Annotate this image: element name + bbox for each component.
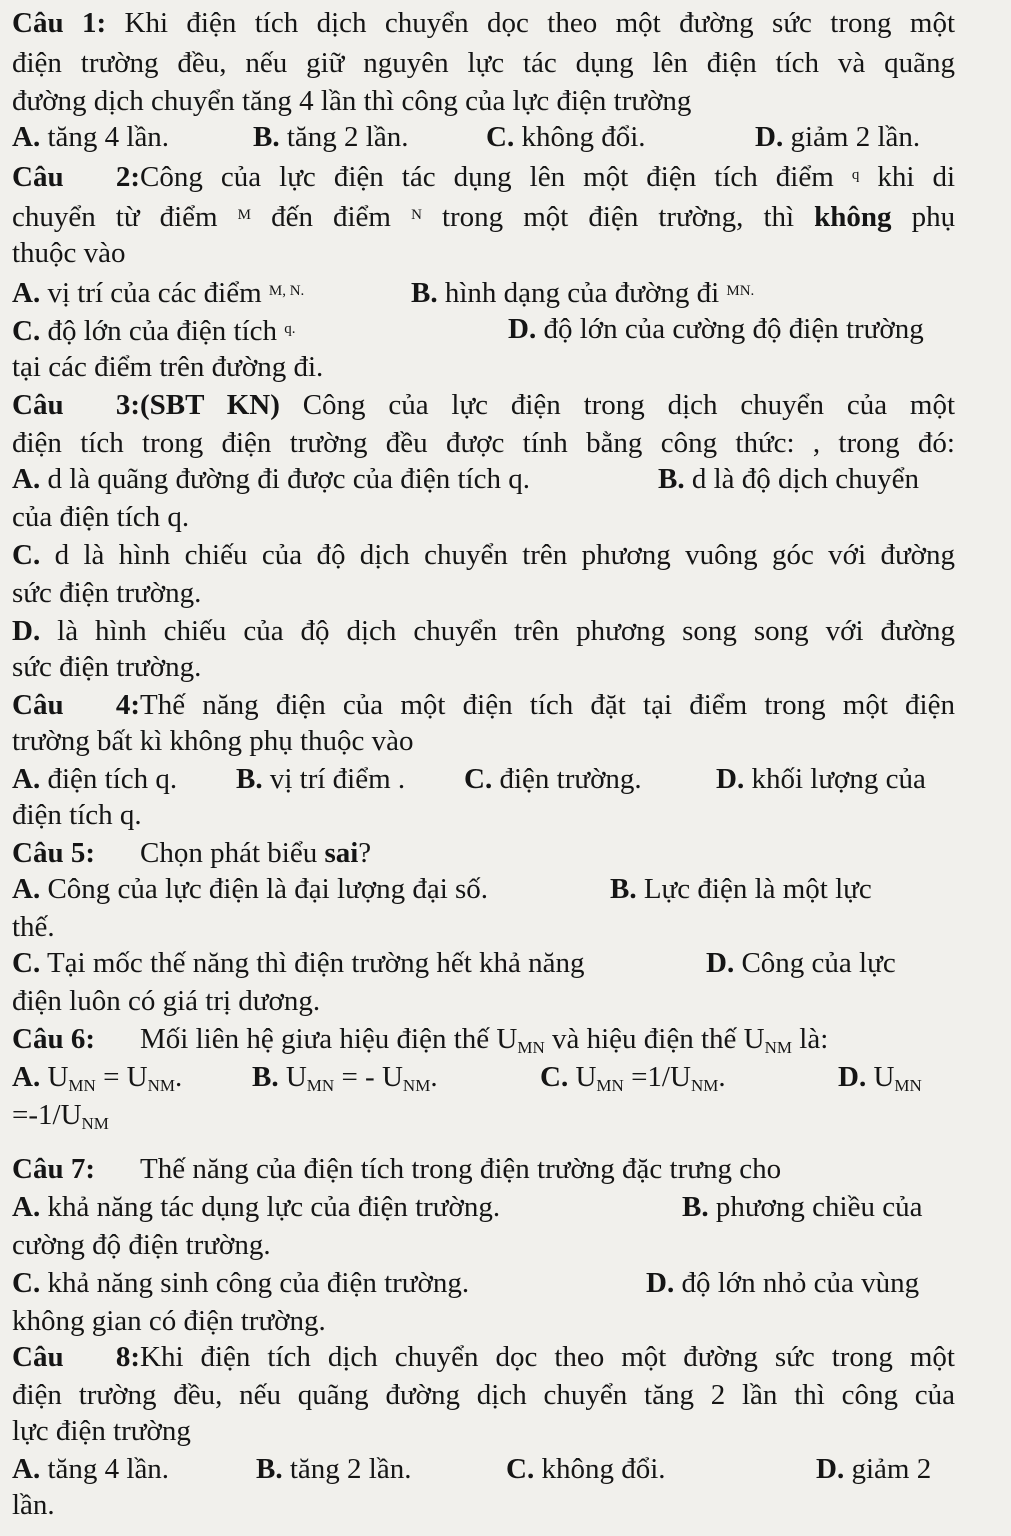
q7-option-c-label: C. (12, 1267, 41, 1299)
q5-option-d-text: Công của lực (741, 947, 896, 979)
q1-option-b-text: tăng 2 lần. (286, 121, 409, 153)
q6-c-dot: . (718, 1061, 726, 1093)
q1-option-d (755, 118, 920, 156)
q1-option-d-text: giảm 2 lần. (790, 121, 921, 153)
q3-option-c-label: C. (12, 539, 41, 571)
q4-option-d-cont (12, 796, 955, 834)
q6-text-1: Mối liên hệ giưa hiệu điện thế (140, 1023, 490, 1055)
q6-b-dot: . (430, 1061, 438, 1093)
q1-option-a-label: A. (12, 121, 41, 153)
q4-option-b (236, 760, 405, 798)
q2-option-a-label: A. (12, 277, 41, 309)
q7-option-d-label: D. (646, 1267, 675, 1299)
q3-option-d-cont (12, 648, 955, 686)
q1-text-3: đường dịch chuyển tăng 4 lần thì công của lực điện trường (12, 85, 692, 117)
q2-m-symbol: M (237, 207, 252, 223)
q3-line1 (12, 386, 955, 424)
q3-option-d-label: D. (12, 615, 41, 647)
q7-option-c (12, 1264, 469, 1302)
q3-option-b-cont (12, 498, 955, 536)
q6-option-b (252, 1058, 438, 1105)
q7-option-a (12, 1188, 500, 1226)
q8-line3 (12, 1412, 955, 1450)
q1-line2 (12, 44, 955, 82)
q8-option-a-text: tăng 4 lần. (47, 1453, 170, 1485)
q4-option-a-label: A. (12, 763, 41, 795)
q3-option-b-cont-text: của điện tích q. (12, 501, 190, 533)
q1-option-c-label: C. (486, 121, 515, 153)
q2-text-bold: không (814, 201, 892, 233)
q6-option-d (838, 1058, 922, 1105)
q2-option-d-text: độ lớn của cường độ điện trường (543, 313, 924, 345)
q6-b-u2: U (381, 1061, 403, 1093)
q7-option-a-text: khả năng tác dụng lực của điện trường. (47, 1191, 501, 1223)
q1-option-d-label: D. (755, 121, 784, 153)
q6-option-c (540, 1058, 726, 1105)
q4-option-c (464, 760, 642, 798)
q1-label: Câu 1: (12, 7, 107, 39)
q6-option-b-label: B. (252, 1061, 279, 1093)
q3-option-d-cont-text: sức điện trường. (12, 651, 202, 683)
q6-c-sub2: NM (690, 1076, 719, 1095)
q6-c-u2: U (669, 1061, 691, 1093)
q3-option-c-cont (12, 574, 955, 612)
q2-option-c (12, 310, 296, 350)
q7-option-b-text: phương chiều của (715, 1191, 923, 1223)
q6-d-u1: U (873, 1061, 895, 1093)
q6-d-sub2: NM (81, 1114, 109, 1133)
q6-d-eq: =-1/ (12, 1099, 61, 1131)
q6-sub-mn: MN (517, 1038, 545, 1057)
q5-text-end: ? (358, 837, 372, 869)
q5-option-b-cont (12, 908, 955, 946)
q7-option-d-text: độ lớn nhỏ của vùng (681, 1267, 920, 1299)
q7-text-1: Thế năng của điện tích trong điện trường đặc trưng cho (140, 1153, 782, 1185)
q5-option-d-cont (12, 982, 955, 1020)
q8-option-a-label: A. (12, 1453, 41, 1485)
q2-n-symbol: N (411, 207, 422, 223)
q5-option-a-label: A. (12, 873, 41, 905)
q3-option-a-text: d là quãng đường đi được của điện tích q. (47, 463, 530, 495)
q3-option-c (12, 536, 955, 574)
q3-text-1: Công của lực điện trong dịch chuyển của một (302, 389, 956, 421)
q3-source: (SBT KN) (140, 389, 280, 421)
q2-option-b-symbol: MN. (726, 283, 755, 299)
q8-line2 (12, 1376, 955, 1414)
q1-line1 (12, 4, 955, 42)
q1-option-c-text: không đổi. (521, 121, 646, 153)
q5-option-a-text: Công của lực điện là đại lượng đại số. (47, 873, 489, 905)
q8-option-d-cont (12, 1486, 955, 1524)
q5-option-b-text: Lực điện là một lực (643, 873, 872, 905)
q6-a-u1: U (47, 1061, 69, 1093)
q2-option-d-label: D. (508, 313, 537, 345)
q4-option-a-text: điện tích q. (47, 763, 178, 795)
q4-text-2: trường bất kì không phụ thuộc vào (12, 725, 414, 757)
q7-option-c-text: khả năng sinh công của điện trường. (47, 1267, 470, 1299)
q3-label: Câu 3: (12, 389, 140, 421)
q1-option-c (486, 118, 646, 156)
q2-option-b (411, 272, 754, 312)
q5-line1 (12, 834, 955, 872)
q8-option-d-cont-text: lần. (12, 1489, 55, 1521)
q6-d-u2: U (60, 1099, 82, 1131)
q6-a-dot: . (175, 1061, 183, 1093)
q7-option-b-cont (12, 1226, 955, 1264)
q2-option-c-symbol: q. (284, 321, 296, 337)
q5-option-c (12, 944, 585, 982)
q2-option-b-text: hình dạng của đường đi (444, 277, 720, 309)
q5-text-1: Chọn phát biểu (140, 837, 318, 869)
q2-text-1a: Công của lực điện tác dụng lên một điện tích điểm (140, 161, 834, 193)
q3-option-b-text: d là độ dịch chuyển (691, 463, 919, 495)
q2-option-a-symbol: M, N. (268, 283, 305, 299)
q3-option-a (12, 460, 530, 498)
q6-text-mid: và hiệu điện thế (552, 1023, 737, 1055)
q6-c-sub1: MN (596, 1076, 624, 1095)
q3-option-d-text: là hình chiếu của độ dịch chuyển trên phương song song với đường (57, 615, 956, 647)
q2-line3 (12, 234, 955, 272)
q2-label: Câu 2: (12, 161, 140, 193)
q8-label: Câu 8: (12, 1341, 140, 1373)
q5-option-d (706, 944, 896, 982)
q2-text-2d: phụ (911, 201, 956, 233)
q2-option-c-label: C. (12, 315, 41, 347)
q6-c-eq: =1/ (631, 1061, 670, 1093)
q4-option-b-label: B. (236, 763, 263, 795)
q7-option-b-cont-text: cường độ điện trường. (12, 1229, 271, 1261)
q2-text-1b: khi di (877, 161, 956, 193)
q1-option-a (12, 118, 169, 156)
q8-option-c (506, 1450, 666, 1488)
q2-option-d-cont (12, 348, 955, 386)
q2-text-2b: đến điểm (271, 201, 391, 233)
q4-option-c-label: C. (464, 763, 493, 795)
q1-option-b (253, 118, 408, 156)
q7-label: Câu 7: (12, 1153, 95, 1185)
q8-text-3: lực điện trường (12, 1415, 191, 1447)
q4-option-d-label: D. (716, 763, 745, 795)
q2-option-d (508, 310, 924, 348)
q8-option-d (816, 1450, 931, 1488)
q6-label: Câu 6: (12, 1023, 95, 1055)
q2-line1 (12, 156, 955, 196)
q7-option-b (682, 1188, 922, 1226)
q1-line3 (12, 82, 955, 120)
q7-option-d (646, 1264, 919, 1302)
q3-option-b-label: B. (658, 463, 685, 495)
q2-q-symbol: q (851, 167, 860, 183)
q6-b-sub1: MN (306, 1076, 335, 1095)
q5-option-b-label: B. (610, 873, 637, 905)
q3-option-c-text: d là hình chiếu của độ dịch chuyển trên phương vuông góc với đường (54, 539, 955, 571)
q8-option-c-text: không đổi. (541, 1453, 666, 1485)
q4-option-d (716, 760, 926, 798)
q4-option-c-text: điện trường. (499, 763, 642, 795)
q7-option-d-cont-text: không gian có điện trường. (12, 1305, 326, 1337)
q2-line2 (12, 196, 955, 236)
q6-option-d-label: D. (838, 1061, 867, 1093)
q2-option-a-text: vị trí của các điểm (47, 277, 262, 309)
q7-option-b-label: B. (682, 1191, 709, 1223)
q8-option-d-label: D. (816, 1453, 845, 1485)
q5-option-c-label: C. (12, 947, 41, 979)
q6-sub-nm: NM (764, 1038, 793, 1057)
q8-option-b-label: B. (256, 1453, 283, 1485)
q3-text-2: điện tích trong điện trường đều được tính bằng công thức: , trong đó: (12, 427, 955, 459)
q8-text-2: điện trường đều, nếu quãng đường dịch chuyển tăng 2 lần thì công của (12, 1379, 955, 1411)
q5-option-d-label: D. (706, 947, 735, 979)
q3-option-b (658, 460, 919, 498)
q6-a-sub1: MN (68, 1076, 96, 1095)
q5-option-a (12, 870, 488, 908)
q6-b-sub2: NM (402, 1076, 431, 1095)
q6-text-end: là: (799, 1023, 829, 1055)
q2-text-2a: chuyển từ điểm (12, 201, 218, 233)
q4-option-d-cont-text: điện tích q. (12, 799, 142, 831)
q6-c-u1: U (575, 1061, 597, 1093)
q3-option-a-label: A. (12, 463, 41, 495)
q1-text-2: điện trường đều, nếu giữ nguyên lực tác dụng lên điện tích và quãng (12, 47, 955, 79)
q5-option-d-cont-text: điện luôn có giá trị dương. (12, 985, 321, 1017)
q5-text-bold: sai (324, 837, 359, 869)
q7-line1 (12, 1150, 955, 1188)
q6-a-eq: = (103, 1061, 120, 1093)
q4-line2 (12, 722, 955, 760)
q1-option-b-label: B. (253, 121, 280, 153)
q7-option-d-cont (12, 1302, 955, 1340)
q6-a-u2: U (126, 1061, 148, 1093)
q5-label: Câu 5: (12, 837, 95, 869)
q2-text-2c: trong một điện trường, thì (441, 201, 795, 233)
q6-b-eq: = - (341, 1061, 375, 1093)
q2-option-b-label: B. (411, 277, 438, 309)
q4-line1 (12, 686, 955, 724)
q8-option-b (256, 1450, 411, 1488)
q6-b-u1: U (285, 1061, 307, 1093)
q3-option-d (12, 612, 955, 650)
q6-option-d-cont (12, 1096, 109, 1143)
q7-option-a-label: A. (12, 1191, 41, 1223)
q4-text-1: Thế năng điện của một điện tích đặt tại điểm trong một điện (140, 689, 955, 721)
q4-option-a (12, 760, 177, 798)
q6-d-sub1: MN (894, 1076, 922, 1095)
q6-u-2: U (743, 1023, 765, 1055)
q2-option-a (12, 272, 304, 312)
q2-text-3: thuộc vào (12, 237, 126, 269)
q2-option-c-text: độ lớn của điện tích (47, 315, 278, 347)
q8-line1 (12, 1338, 955, 1376)
q8-option-a (12, 1450, 169, 1488)
q4-option-b-text: vị trí điểm . (269, 763, 406, 795)
q4-option-d-text: khối lượng của (751, 763, 926, 795)
q5-option-b (610, 870, 872, 908)
q6-option-c-label: C. (540, 1061, 569, 1093)
q3-option-c-cont-text: sức điện trường. (12, 577, 202, 609)
q5-option-c-text: Tại mốc thế năng thì điện trường hết khả năng (46, 947, 585, 979)
q1-text: Khi điện tích dịch chuyển dọc theo một đường sức trong một (124, 7, 956, 39)
q4-label: Câu 4: (12, 689, 140, 721)
q6-a-sub2: NM (147, 1076, 176, 1095)
q1-option-a-text: tăng 4 lần. (47, 121, 170, 153)
q6-u: U (496, 1023, 518, 1055)
q5-option-b-cont-text: thế. (12, 911, 55, 943)
q8-text-1: Khi điện tích dịch chuyển dọc theo một đường sức trong một (140, 1341, 955, 1373)
q3-line2 (12, 424, 955, 462)
q8-option-b-text: tăng 2 lần. (289, 1453, 412, 1485)
q8-option-d-text: giảm 2 (851, 1453, 932, 1485)
q8-option-c-label: C. (506, 1453, 535, 1485)
q2-option-d-cont-text: tại các điểm trên đường đi. (12, 351, 324, 383)
q6-option-a-label: A. (12, 1061, 41, 1093)
